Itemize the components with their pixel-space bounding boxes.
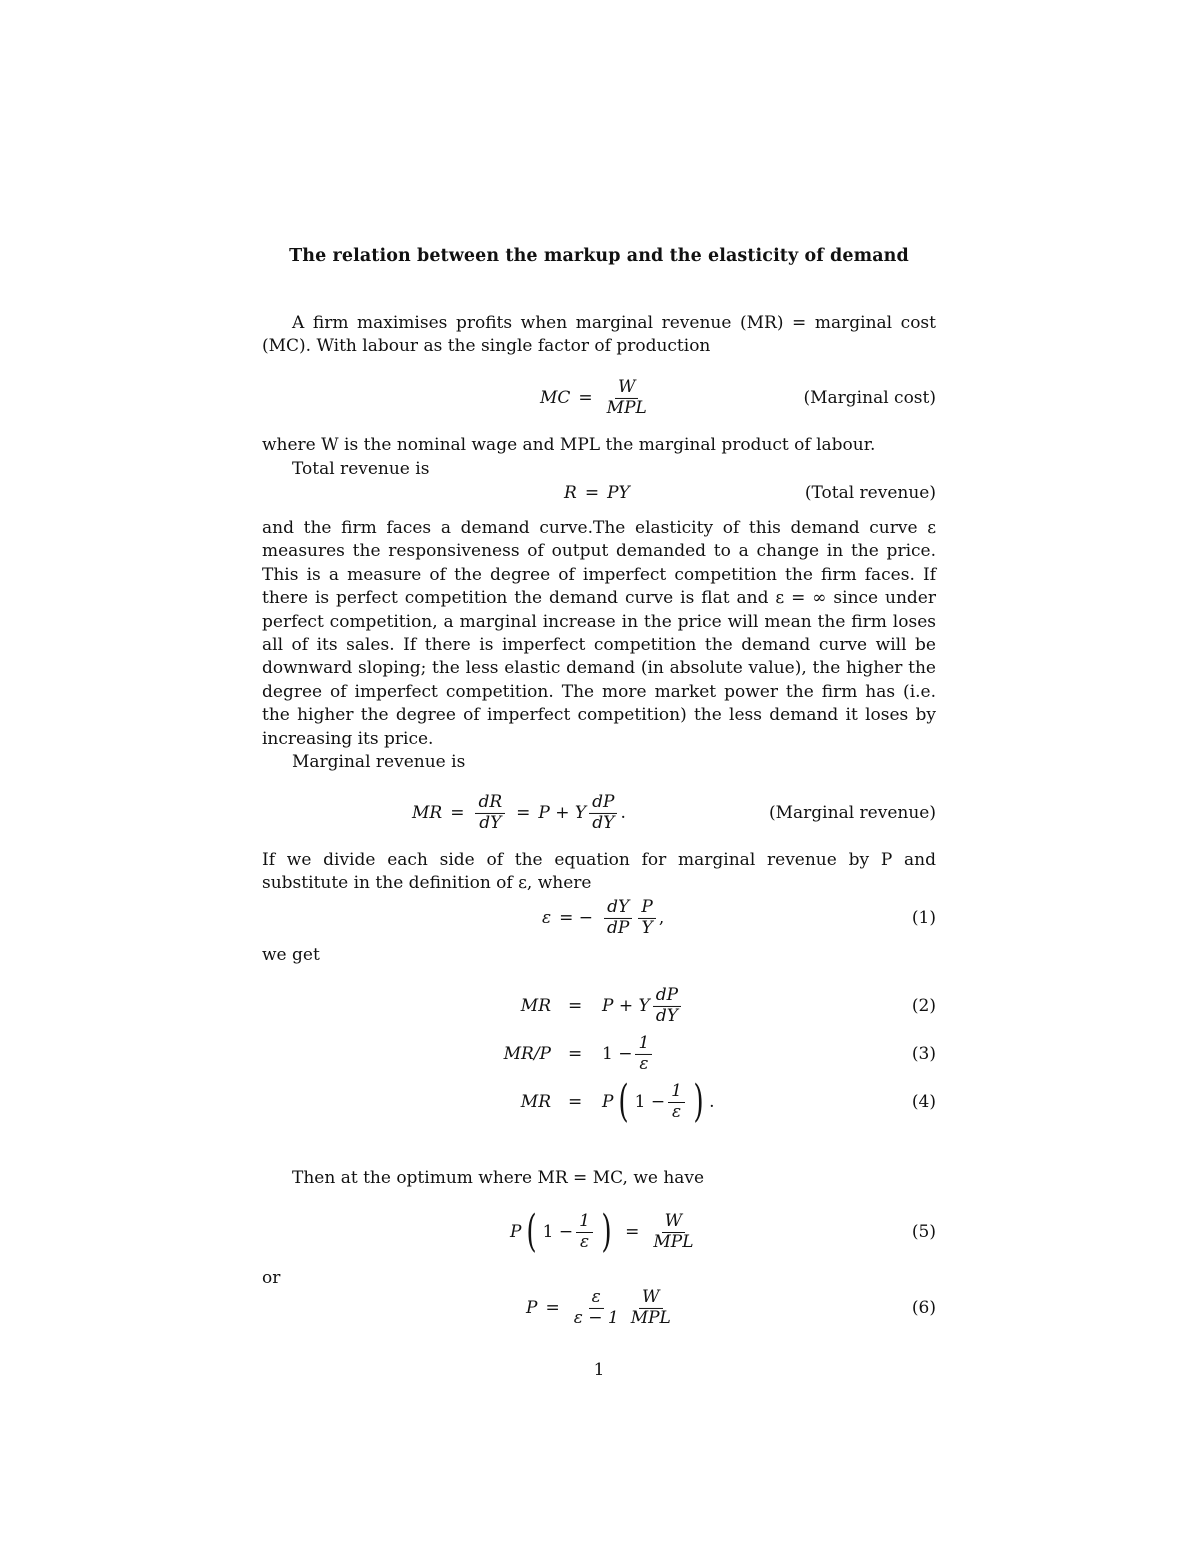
fraction <box>668 1082 685 1122</box>
fraction <box>604 898 632 938</box>
denominator: ε <box>639 1053 649 1074</box>
denominator: dY <box>479 812 502 833</box>
equation-6: P = $\frac{\varepsilon}{\varepsilon - 1}$ $\frac{W}{\text{MPL}}$ (6) <box>526 1286 936 1328</box>
fraction <box>650 1212 696 1252</box>
fraction <box>628 1288 674 1328</box>
numerator: W <box>639 1288 662 1309</box>
eq-rhs <box>602 986 684 1026</box>
eq-term: P <box>602 1092 614 1112</box>
paragraph-optimum: Then at the optimum where MR = MC, we have <box>292 1168 705 1188</box>
numerator: 1 <box>668 1082 685 1103</box>
eq-lhs: MC <box>540 388 571 408</box>
denominator: MPL <box>630 1307 671 1328</box>
fraction <box>475 793 505 833</box>
fraction <box>571 1288 622 1328</box>
fraction <box>638 898 655 938</box>
equation-1: ε = − $\frac{dY}{dP}$ $\frac{P}{Y}$ , (1) <box>542 896 936 938</box>
eq-lhs: MR/P <box>503 1044 551 1064</box>
denominator: dY <box>655 1005 678 1026</box>
eq-lhs: P <box>526 1298 538 1318</box>
eq-lhs: ε <box>542 908 552 928</box>
paragraph-marginal-revenue-intro: Marginal revenue is <box>292 752 466 772</box>
eq-term: P <box>510 1222 522 1242</box>
paragraph-or: or <box>262 1268 281 1288</box>
equation-5: P ( 1 − $\frac{1}{\varepsilon}$ ) = $\frac{W}{\text{MPL}}$ (5) <box>510 1206 936 1257</box>
equation-3: MR/P = 1 − $\frac{1}{\varepsilon}$ (3) <box>503 1032 936 1074</box>
denominator: MPL <box>606 397 647 418</box>
equation-label: (Marginal cost) <box>803 388 936 408</box>
equation-label: (2) <box>911 996 936 1016</box>
numerator: 1 <box>576 1212 593 1233</box>
equation-label: (6) <box>911 1298 936 1318</box>
fraction <box>635 1034 652 1074</box>
fraction <box>653 986 681 1026</box>
eq-rhs: PY <box>607 483 630 503</box>
paragraph-total-revenue-intro: Total revenue is <box>292 459 430 479</box>
numerator: dP <box>653 986 681 1007</box>
numerator: P <box>638 898 655 919</box>
numerator: dP <box>589 793 617 814</box>
fraction <box>604 378 650 418</box>
equation-2: MR = P + Y $\frac{dP}{dY}$ (2) <box>520 984 936 1026</box>
eq-lhs: MR <box>520 1092 551 1112</box>
equation-label: (5) <box>911 1222 936 1242</box>
eq-lhs: MR <box>412 803 443 823</box>
paragraph-we-get: we get <box>262 945 320 965</box>
paragraph-wage: where W is the nominal wage and MPL the marginal product of labour. <box>262 435 876 455</box>
paragraph-intro: A firm maximises profits when marginal revenue (MR) = marginal cost (MC). With labour as the single factor of production <box>262 313 936 357</box>
equation-label: (4) <box>911 1092 936 1112</box>
numerator: 1 <box>635 1034 652 1055</box>
equation-label: (3) <box>911 1044 936 1064</box>
denominator: ε <box>579 1231 590 1252</box>
eq-term: 1 − <box>602 1044 633 1064</box>
eq-term: 1 − <box>634 1092 666 1112</box>
equation-4: MR = P ( 1 − $\frac{1}{\varepsilon}$ ) . (4) <box>520 1076 936 1127</box>
equation-label: (1) <box>911 908 936 928</box>
denominator: MPL <box>653 1231 694 1252</box>
equation-label: (Total revenue) <box>804 483 936 503</box>
eq-lhs: R <box>564 483 577 503</box>
eq-rhs: P ( 1 − $\frac{1}{\varepsilon}$ ) . <box>602 1076 715 1127</box>
page-number: 1 <box>593 1360 605 1380</box>
paragraph-divide: If we divide each side of the equation for marginal revenue by P and substitute in the definition of ε, where <box>262 850 936 894</box>
denominator: ε <box>671 1101 682 1122</box>
fraction <box>576 1212 593 1252</box>
eq-mid: P + Y <box>538 803 587 823</box>
equation-total-revenue: R = PY (Total revenue) <box>564 483 936 503</box>
fraction <box>589 793 617 833</box>
equation-label: (Marginal revenue) <box>769 803 936 823</box>
equation-marginal-revenue: MR = $\frac{dR}{dY}$ = P + Y $\frac{dP}{dY}$ . (Marginal revenue) <box>412 791 936 833</box>
eq-lhs: MR <box>520 996 551 1016</box>
numerator: ε <box>589 1288 604 1309</box>
denominator: Y <box>641 917 653 938</box>
eq-rhs <box>602 1034 655 1074</box>
numerator: dY <box>604 898 632 919</box>
eq-term: P + Y <box>602 996 650 1016</box>
denominator: dP <box>607 917 630 938</box>
denominator: dY <box>592 812 615 833</box>
numerator: W <box>615 378 638 399</box>
section-title: The relation between the markup and the elasticity of demand <box>289 246 909 266</box>
paragraph-elasticity: and the firm faces a demand curve.The elasticity of this demand curve ε measures the responsiveness of output demanded to a change in the price. This is a measure of the degree of imperfect competition the firm faces. If there is perfect competition the demand curve is flat and ε = ∞ since under perfect competition, a marginal increase in the price will mean the firm loses all of its sales. If there is imperfect competition the demand curve will be downward sloping; the less elastic demand (in absolute value), the higher the degree of imperfect competition. The more market power the firm has (i.e. the higher the degree of imperfect competition) the less demand it loses by increasing its price. <box>262 518 936 749</box>
numerator: dR <box>475 793 505 814</box>
eq-term: 1 − <box>542 1222 574 1242</box>
equation-marginal-cost: MC = $\frac{W}{\text{MPL}}$ (Marginal cost) <box>540 376 936 418</box>
numerator: W <box>662 1212 685 1233</box>
denominator: ε − 1 <box>573 1307 619 1328</box>
